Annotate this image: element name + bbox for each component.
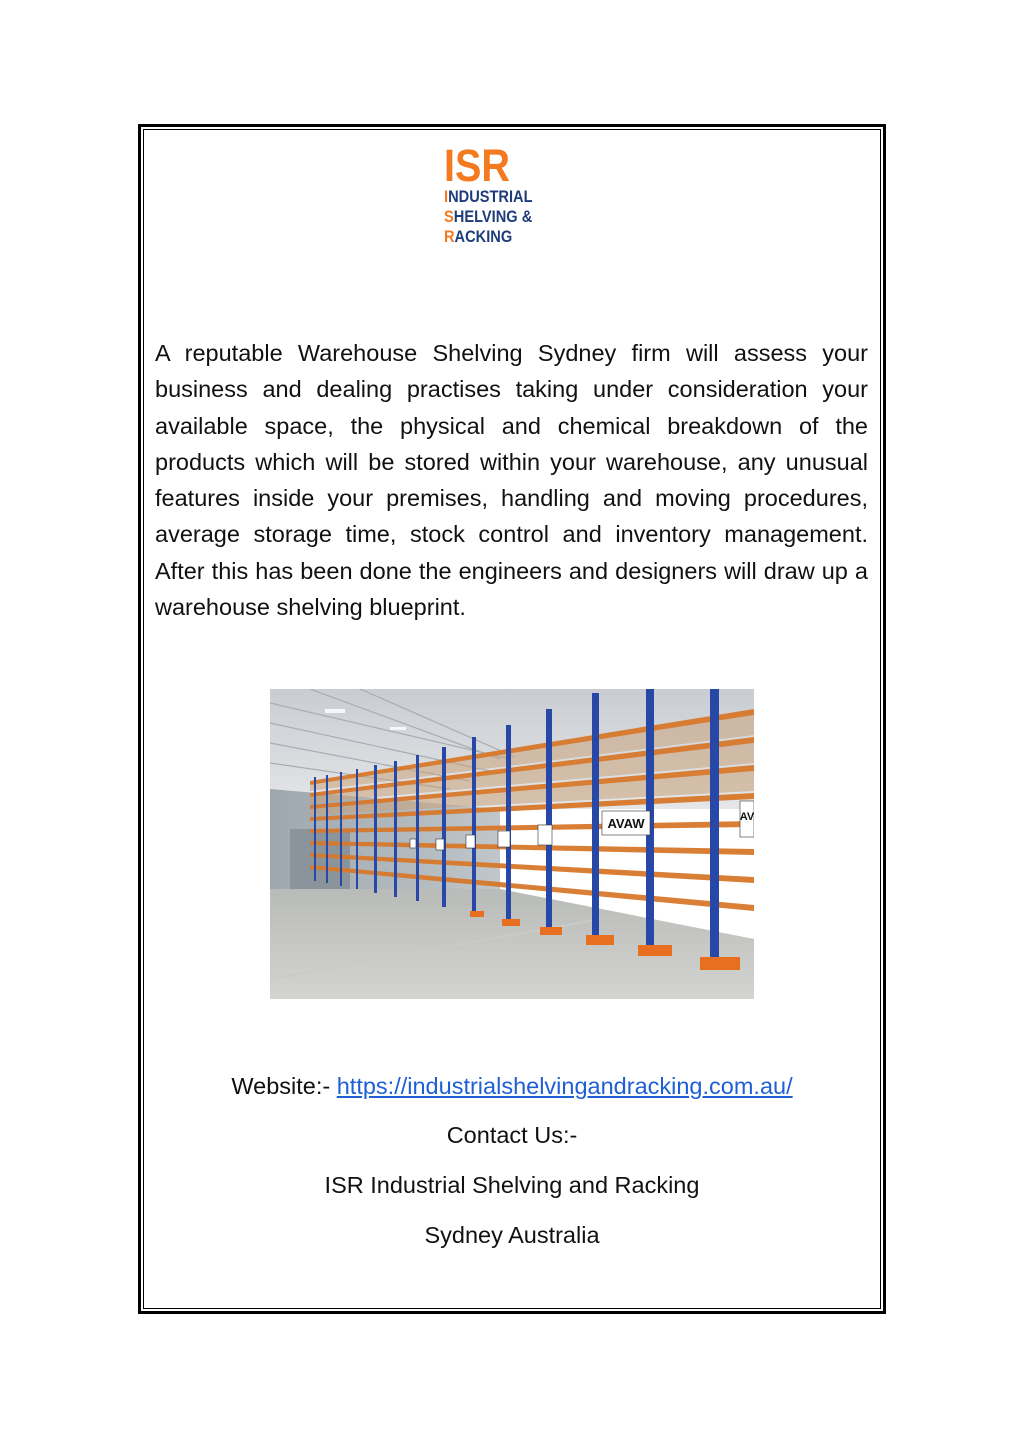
rack-sign-text: AVAW [607, 816, 645, 831]
company-location: Sydney Australia [424, 1222, 600, 1248]
logo-abbreviation: ISR [444, 140, 511, 191]
logo-line-shelving: SHELVING & [444, 207, 533, 226]
website-line [143, 1071, 881, 1101]
rack-sign-text-2: AV [739, 811, 754, 823]
logo-line-racking: RACKING [444, 227, 513, 246]
body-paragraph: A reputable Warehouse Shelving Sydney firm will assess your business and dealing practises taking under consideration your available space, the physical and chemical breakdown of the products which will be stored within your warehouse, any unusual features inside your premises, handling and moving procedures, average storage time, stock control and inventory management. After this has been done the engineers and designers will draw up a warehouse shelving blueprint. [155, 340, 868, 621]
warehouse-racking-photo [270, 689, 754, 999]
company-name: ISR Industrial Shelving and Racking [324, 1172, 700, 1198]
website-link[interactable]: https://industrialshelvingandracking.com.au/ [336, 1073, 793, 1099]
isr-logo [444, 140, 584, 253]
logo-line-industrial: INDUSTRIAL [444, 187, 533, 206]
website-label: Website:- [231, 1073, 337, 1099]
contact-heading: Contact Us:- [446, 1122, 578, 1148]
